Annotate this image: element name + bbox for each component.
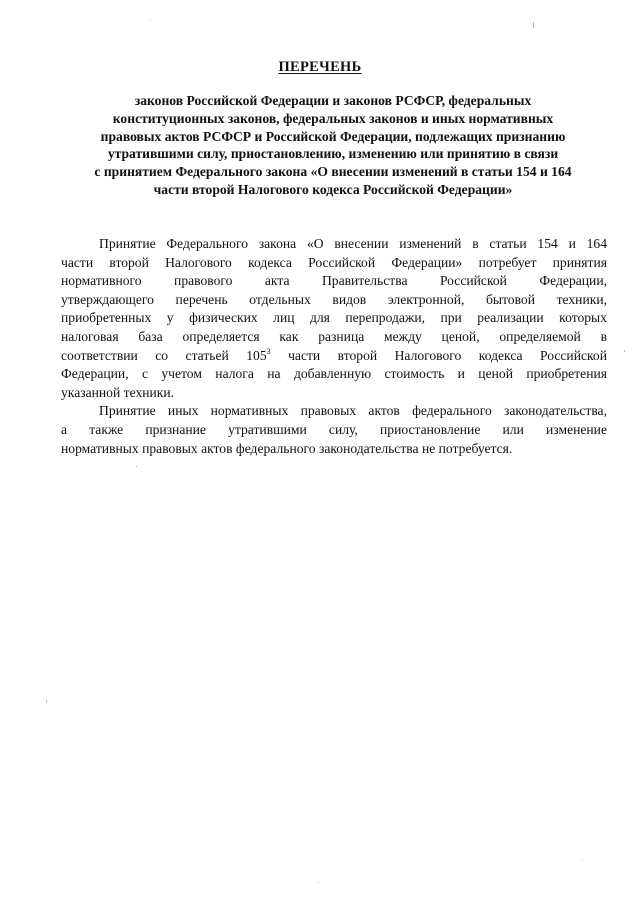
paragraph-line: налоговая база определяется как разница между ценой, определяемой в <box>61 328 607 344</box>
scan-speck <box>318 882 319 883</box>
scan-speck <box>150 20 151 21</box>
paragraph-2 <box>61 402 607 458</box>
paragraph-line: Принятие Федерального закона «О внесении изменений в статьи 154 и 164 <box>99 236 607 251</box>
subtitle-line: законов Российской Федерации и законов РСФСР, федеральных <box>134 93 532 108</box>
document-title: ПЕРЕЧЕНЬ <box>278 59 362 75</box>
paragraph-line: нормативного правового акта Правительства Российской Федерации, <box>61 273 607 289</box>
paragraph-line: приобретенных у физических лиц для перепродажи, при реализации которых <box>61 310 607 326</box>
paragraph-line: Принятие иных нормативных правовых актов федерального законодательства, <box>99 403 607 419</box>
paragraph-line-with-superscript <box>61 347 607 366</box>
subtitle-line: утратившими силу, приостановлению, изменению или принятию в связи <box>107 146 559 162</box>
document-subtitle <box>60 92 606 199</box>
paragraph-line: части второй Налогового кодекса Российской Федерации» потребует принятия <box>61 254 607 270</box>
document-body <box>61 235 607 458</box>
paragraph-line: указанной техники. <box>61 384 175 400</box>
scan-speck <box>582 860 583 861</box>
subtitle-line: с принятием Федерального закона «О внесении изменений в статьи 154 и 164 <box>94 164 572 180</box>
line-text: части второй Налогового кодекса Российской <box>270 347 607 363</box>
subtitle-line: части второй Налогового кодекса Российской Федерации» <box>153 181 513 197</box>
scan-speck <box>533 22 534 28</box>
scan-speck <box>624 350 625 352</box>
scan-speck <box>136 466 137 467</box>
scan-speck <box>46 700 47 703</box>
paragraph-line: утверждающего перечень отдельных видов электронной, бытовой техники, <box>61 291 607 307</box>
paragraph-line: нормативных правовых актов федерального законодательства не потребуется. <box>61 440 513 456</box>
paragraph-line: Федерации, с учетом налога на добавленную стоимость и ценой приобретения <box>61 366 607 382</box>
subtitle-line: конституционных законов, федеральных законов и иных нормативных <box>112 110 554 126</box>
line-text: соответствии со статьей 105 <box>61 347 267 363</box>
paragraph-line: а также признание утратившими силу, приостановление или изменение <box>61 421 607 437</box>
paragraph-1 <box>61 235 607 402</box>
superscript: 3 <box>266 346 271 356</box>
subtitle-line: правовых актов РСФСР и Российской Федерации, подлежащих признанию <box>100 128 566 144</box>
